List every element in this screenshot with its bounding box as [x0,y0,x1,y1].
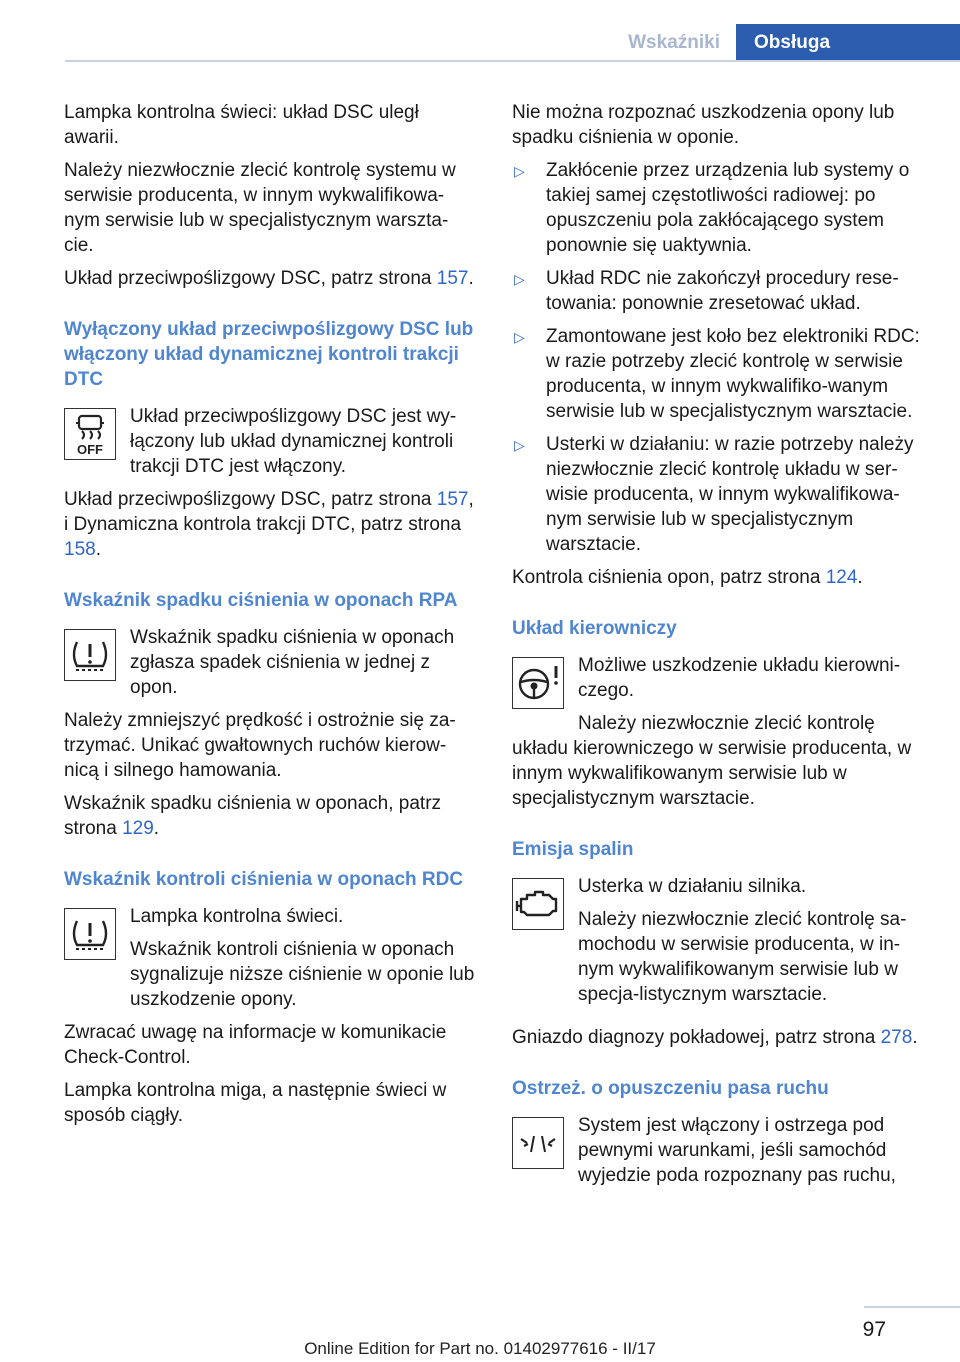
heading-lane: Ostrzeż. o opuszczeniu pasa ruchu [512,1078,829,1099]
heading-rdc: Wskaźnik kontroli ciśnienia w oponach RDC [64,869,464,890]
paragraph: Układ przeciwpoślizgowy DSC, patrz strona 157, i Dynamiczna kontrola trakcji DTC, patrz strona 158. [64,489,474,560]
paragraph: Gniazdo diagnozy pokładowej, patrz strona 278. [512,1027,918,1048]
rdc-description: Wskaźnik kontroli ciśnienia w oponach sygnalizuje niższe ciśnienie w oponie lub uszkodzenie opony. [130,939,475,1010]
emissions-description: Należy niezwłocznie zlecić kontrolę sa‐mochodu w serwisie producenta, w in‐nym wykwalifikowanym serwisie lub w specja‐listycznym warsztacie. [578,909,907,1005]
steering-status: Możliwe uszkodzenie układu kierowni‐czego. [578,655,901,701]
list-item: ▷ Zakłócenie przez urządzenia lub systemy o takiej samej częstotliwości radiowej: po opuszczeniu pola zakłócającego system ponownie się uaktywnia. [514,160,910,256]
paragraph: Zwracać uwagę na informacje w komunikacie Check-Control. [64,1022,447,1068]
list-item: ▷ Zamontowane jest koło bez elektroniki RDC: w razie potrzeby zlecić kontrolę w serwisie producenta, w innym wykwalifiko‐wanym serwisie lub w specjalistycznym warsztacie. [514,326,920,422]
emissions-status: Usterka w działaniu silnika. [578,876,807,897]
page-link-157[interactable]: 157 [436,268,469,289]
bullet-list [512,158,926,557]
paragraph: Należy niezwłocznie zlecić kontrolę systemu w serwisie producenta, w innym wykwalifikowa‐nym serwisie lub w specjalistycznym warszta‐cie. [64,160,456,256]
dsc-off-block [64,404,476,479]
left-column [64,100,476,1136]
rdc-block [64,904,476,1012]
list-item: ▷ Układ RDC nie zakończył procedury rese‐towania: ponownie zresetować układ. [514,268,899,314]
triangle-bullet-icon: ▷ [514,271,525,287]
page-link-278[interactable]: 278 [880,1027,913,1048]
heading-rpa: Wskaźnik spadku ciśnienia w oponach RPA [64,590,458,611]
paragraph: Lampka kontrolna świeci: układ DSC uległ awarii. [64,102,419,148]
triangle-bullet-icon: ▷ [514,163,525,179]
rpa-block [64,625,476,700]
triangle-bullet-icon: ▷ [514,437,525,453]
emissions-block [512,874,926,1007]
paragraph: Wskaźnik spadku ciśnienia w oponach, patrz strona 129. [64,793,442,839]
page-link-129[interactable]: 129 [122,818,154,839]
dsc-off-icon [64,408,116,460]
edition-footer: Online Edition for Part no. 01402977616 - II/17 [304,1339,656,1358]
paragraph: Lampka kontrolna miga, a następnie świeci w sposób ciągły. [64,1080,447,1126]
header-rule [65,60,960,62]
engine-icon [512,878,564,930]
page-number-rule [864,1306,960,1308]
paragraph: Należy zmniejszyć prędkość i ostrożnie się za‐trzymać. Unikać gwałtownych ruchów kierow‐nicą i silnego hamowania. [64,710,456,781]
tire-pressure-warning-icon [64,629,116,681]
page-link-157[interactable]: 157 [436,489,469,510]
steering-warning-icon [512,657,564,709]
rpa-description: Wskaźnik spadku ciśnienia w oponach zgłasza spadek ciśnienia w jednej z opon. [130,627,455,698]
list-item: ▷ Usterki w działaniu: w razie potrzeby należy niezwłocznie zlecić kontrolę układu w ser‐wisie producenta, w innym wykwalifikowa‐nym serwisie lub w specjalistycznym warsztacie. [514,434,914,555]
right-column [512,100,926,1196]
dsc-off-description: Układ przeciwpoślizgowy DSC jest wy‐łączony lub układ dynamicznej kontroli trakcji DTC jest włączony. [130,406,457,477]
paragraph: Kontrola ciśnienia opon, patrz strona 124. [512,567,863,588]
tab-wskazniki[interactable]: Wskaźniki [628,32,720,53]
tire-pressure-control-icon [64,908,116,960]
rdc-status: Lampka kontrolna świeci. [130,906,344,927]
heading-dsc-off: Wyłączony układ przeciwpoślizgowy DSC lub włączony układ dynamicznej kontroli trakcji DTC [64,319,474,390]
triangle-bullet-icon: ▷ [514,329,525,345]
paragraph: Nie można rozpoznać uszkodzenia opony lub spadku ciśnienia w oponie. [512,102,895,148]
page-number: 97 [862,1318,886,1341]
paragraph: Układ przeciwpoślizgowy DSC, patrz strona 157. [64,268,474,289]
heading-emissions: Emisja spalin [512,839,634,860]
steering-block [512,653,926,811]
steering-description: Należy niezwłocznie zlecić kontrolę układu kierowniczego w serwisie producenta, w innym wykwalifikowanym serwisie lub w specjalistycznym warsztacie. [512,713,912,809]
lane-departure-icon [512,1117,564,1169]
lane-block [512,1113,926,1188]
page-link-158[interactable]: 158 [64,539,96,560]
tab-obsluga[interactable]: Obsługa [736,24,960,62]
heading-steering: Układ kierowniczy [512,618,677,639]
svg-text:OFF: OFF [77,442,103,457]
lane-description: System jest włączony i ostrzega pod pewnymi warunkami, jeśli samochód wyjedzie poda rozpoznany pas ruchu, [578,1115,896,1186]
page-link-124[interactable]: 124 [825,567,858,588]
